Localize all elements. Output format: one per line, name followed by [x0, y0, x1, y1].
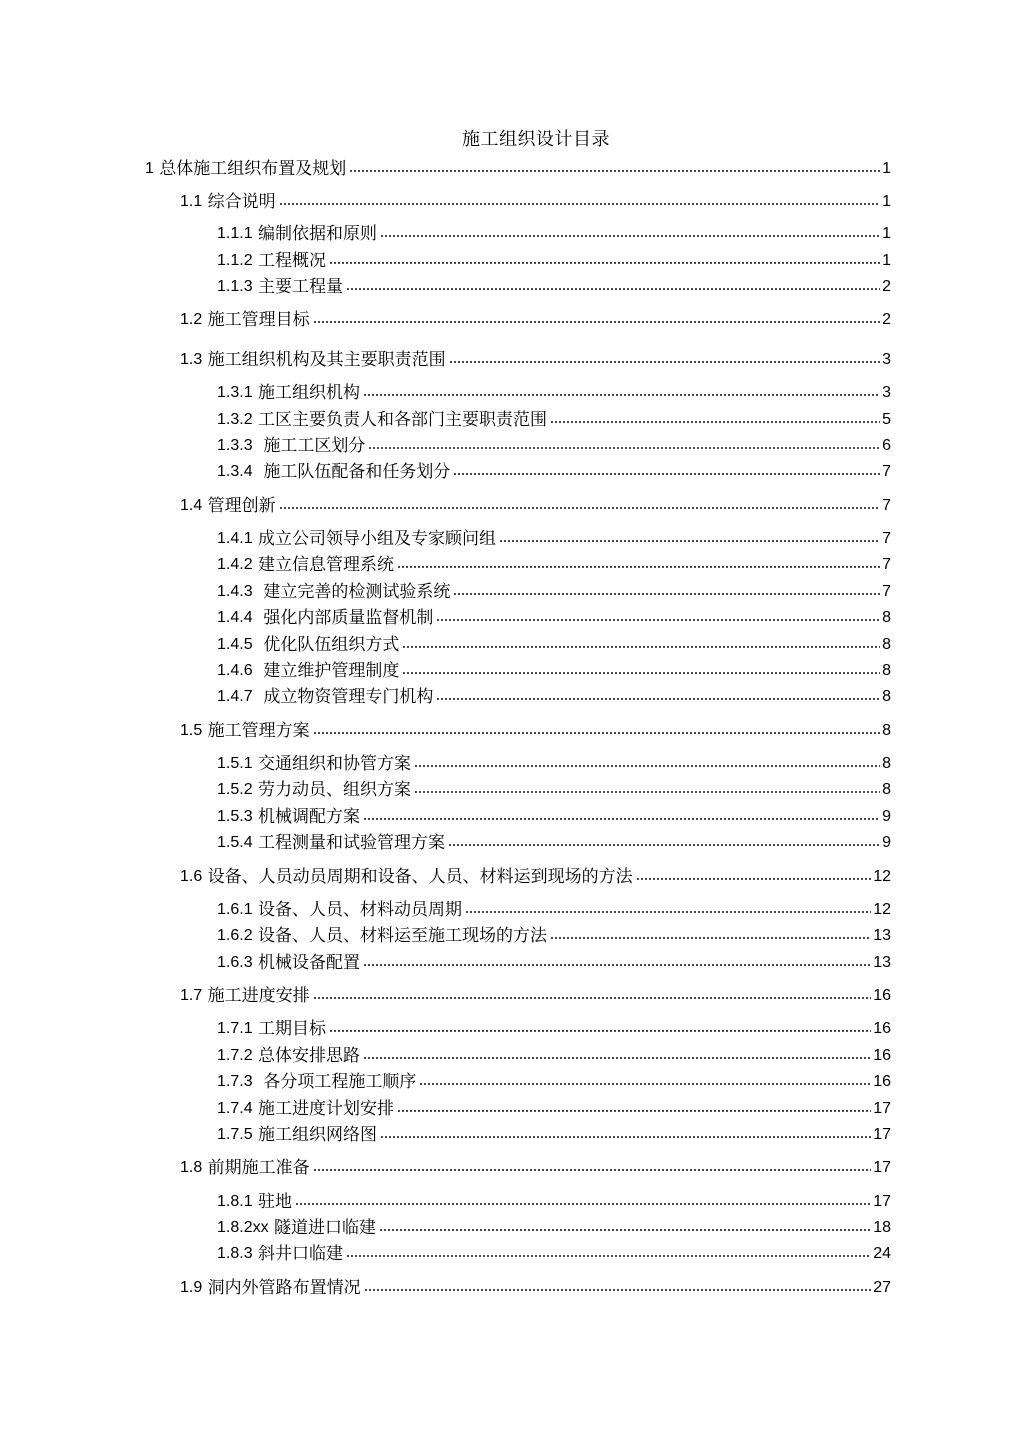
- toc-entry-page-number: 24: [873, 1245, 891, 1262]
- toc-entry[interactable]: [217, 1042, 891, 1068]
- toc-entry-number: 1.2: [180, 311, 203, 328]
- toc-entry-page-number: 13: [873, 954, 891, 971]
- toc-entry-label: 成立公司领导小组及专家顾问组: [258, 529, 496, 549]
- toc-entry-page-number: 18: [873, 1219, 891, 1236]
- toc-dot-leader: [313, 319, 880, 325]
- toc-dot-leader: [329, 1028, 871, 1034]
- toc-entry-number: 1.7.2: [217, 1047, 253, 1064]
- toc-entry-separator: [253, 580, 264, 604]
- toc-entry-label: 施工管理目标: [207, 310, 310, 330]
- toc-dot-leader: [448, 842, 880, 848]
- toc-dot-leader: [414, 763, 880, 769]
- toc-dot-leader: [313, 730, 880, 736]
- toc-entry-page-number: 1: [882, 252, 891, 269]
- toc-dot-leader: [313, 995, 872, 1001]
- toc-entry[interactable]: [217, 1240, 891, 1266]
- toc-entry-label: 工程测量和试验管理方案: [258, 833, 445, 853]
- toc-dot-leader: [363, 392, 880, 398]
- toc-entry-number: 1.5.3: [217, 808, 253, 825]
- toc-entry-number: 1.5: [180, 722, 203, 739]
- toc-entry[interactable]: [217, 432, 891, 458]
- toc-dot-leader: [436, 696, 880, 702]
- toc-entry-number: 1.4.1: [217, 530, 253, 547]
- toc-entry[interactable]: [180, 346, 891, 372]
- toc-entry[interactable]: [217, 657, 891, 683]
- toc-title: 施工组织设计目录: [462, 129, 610, 150]
- toc-entry-number: 1.5.1: [217, 755, 253, 772]
- toc-entry-label: 施工队伍配备和任务划分: [263, 462, 451, 482]
- toc-entry-page-number: 16: [873, 1073, 891, 1090]
- toc-entry-label: 施工进度安排: [207, 986, 310, 1006]
- toc-entry-page-number: 17: [873, 1193, 891, 1210]
- toc-entry-page-number: 16: [873, 1047, 891, 1064]
- toc-dot-leader: [436, 617, 880, 623]
- toc-entry[interactable]: [217, 896, 891, 922]
- toc-entry-separator: [253, 460, 264, 484]
- toc-entry-label: 洞内外管路布置情况: [207, 1278, 361, 1298]
- toc-dot-leader: [363, 816, 880, 822]
- toc-entry-label: 施工工区划分: [263, 436, 366, 456]
- toc-entry-separator: [253, 659, 264, 683]
- toc-dot-leader: [465, 909, 871, 915]
- toc-dot-leader: [419, 1081, 871, 1087]
- toc-entry-number: 1.8: [180, 1159, 203, 1176]
- toc-entry-separator: [253, 606, 264, 630]
- toc-entry[interactable]: [180, 1274, 891, 1300]
- toc-entry-label: 驻地: [258, 1192, 292, 1212]
- toc-entry[interactable]: [180, 1154, 891, 1180]
- toc-entry-label: 工区主要负责人和各部门主要职责范围: [258, 410, 547, 430]
- toc-entry-label: 成立物资管理专门机构: [263, 687, 434, 707]
- toc-entry-separator: [253, 633, 264, 657]
- toc-entry[interactable]: [217, 750, 891, 776]
- toc-entry-number: 1.7.4: [217, 1100, 253, 1117]
- toc-entry[interactable]: [217, 578, 891, 604]
- toc-entry-label: 前期施工准备: [207, 1158, 310, 1178]
- toc-entry[interactable]: [217, 1015, 891, 1041]
- toc-entry-page-number: 3: [882, 351, 891, 368]
- toc-dot-leader: [550, 935, 871, 941]
- toc-entry-number: 1: [145, 160, 154, 177]
- toc-entry-label: 编制依据和原则: [258, 224, 377, 244]
- toc-entry-label: 管理创新: [207, 496, 276, 516]
- toc-entry-number: 1.9: [180, 1279, 203, 1296]
- toc-dot-leader: [279, 201, 880, 207]
- toc-entry-page-number: 1: [882, 193, 891, 210]
- toc-entry-number: 1.4.3: [217, 583, 253, 600]
- toc-entry[interactable]: [217, 604, 891, 630]
- toc-entry[interactable]: [217, 1095, 891, 1121]
- toc-entry-number: 1.5.2: [217, 781, 253, 798]
- toc-dot-leader: [349, 168, 880, 174]
- toc-entry-number: 1.1: [180, 193, 203, 210]
- toc-entry-number: 1.3.1: [217, 384, 253, 401]
- toc-entry[interactable]: [217, 551, 891, 577]
- toc-dot-leader: [363, 962, 871, 968]
- toc-entry-separator: [253, 434, 264, 458]
- toc-entry-number: 1.8.1: [217, 1193, 253, 1210]
- toc-entry-separator: [253, 1070, 264, 1094]
- toc-entry-page-number: 16: [873, 1020, 891, 1037]
- toc-entry-number: 1.8.2xx: [217, 1219, 269, 1236]
- toc-entry-number: 1.3.4: [217, 463, 253, 480]
- toc-entry[interactable]: [217, 1188, 891, 1214]
- toc-dot-leader: [453, 471, 880, 477]
- toc-entry-page-number: 9: [882, 808, 891, 825]
- toc-dot-leader: [313, 1167, 872, 1173]
- toc-entry[interactable]: [180, 306, 891, 332]
- toc-entry-label: 主要工程量: [258, 277, 343, 297]
- toc-entry[interactable]: [180, 982, 891, 1008]
- toc-entry-label: 设备、人员动员周期和设备、人员、材料运到现场的方法: [207, 867, 633, 887]
- toc-entry-label: 总体安排思路: [258, 1046, 360, 1066]
- toc-entry-page-number: 7: [882, 583, 891, 600]
- toc-entry[interactable]: [217, 1214, 891, 1240]
- toc-entry-page-number: 1: [882, 160, 891, 177]
- toc-entry-label: 强化内部质量监督机制: [263, 608, 434, 628]
- toc-dot-leader: [346, 286, 880, 292]
- toc-entry-page-number: 8: [882, 688, 891, 705]
- toc-entry-label: 劳力动员、组织方案: [258, 780, 411, 800]
- toc-entry-number: 1.3: [180, 351, 203, 368]
- toc-entry-number: 1.3.3: [217, 437, 253, 454]
- toc-entry-page-number: 8: [882, 755, 891, 772]
- toc-entry-label: 设备、人员、材料运至施工现场的方法: [258, 926, 547, 946]
- toc-entry-label: 优化队伍组织方式: [263, 635, 400, 655]
- toc-entry[interactable]: [217, 631, 891, 657]
- toc-entry[interactable]: [217, 829, 891, 855]
- toc-entry-label: 设备、人员、材料动员周期: [258, 900, 462, 920]
- toc-entry[interactable]: [180, 717, 891, 743]
- toc-entry-number: 1.1.3: [217, 278, 253, 295]
- toc-entry-number: 1.6.1: [217, 901, 253, 918]
- toc-entry-page-number: 2: [882, 311, 891, 328]
- toc-entry-number: 1.6.2: [217, 927, 253, 944]
- toc-entry[interactable]: [217, 247, 891, 273]
- toc-dot-leader: [636, 876, 872, 882]
- toc-entry-page-number: 8: [882, 609, 891, 626]
- toc-entry-page-number: 13: [873, 927, 891, 944]
- toc-entry-label: 工期目标: [258, 1019, 326, 1039]
- toc-entry[interactable]: [145, 155, 891, 181]
- toc-entry[interactable]: [180, 188, 891, 214]
- toc-dot-leader: [402, 644, 880, 650]
- toc-entry-number: 1.7.3: [217, 1073, 253, 1090]
- toc-entry-page-number: 1: [882, 225, 891, 242]
- toc-entry-label: 建立维护管理制度: [263, 661, 400, 681]
- toc-entry-page-number: 12: [873, 901, 891, 918]
- toc-dot-leader: [397, 564, 880, 570]
- toc-entry-label: 建立完善的检测试验系统: [263, 582, 451, 602]
- toc-entry-page-number: 7: [882, 530, 891, 547]
- toc-entry-number: 1.1.2: [217, 252, 253, 269]
- toc-entry-number: 1.4.2: [217, 556, 253, 573]
- toc-entry-label: 工程概况: [258, 251, 326, 271]
- toc-entry-label: 施工组织机构及其主要职责范围: [207, 350, 446, 370]
- toc-entry-label: 斜井口临建: [258, 1244, 343, 1264]
- toc-entry-page-number: 17: [873, 1159, 891, 1176]
- toc-entry-number: 1.5.4: [217, 834, 253, 851]
- toc-dot-leader: [414, 789, 880, 795]
- toc-entry-page-number: 27: [873, 1279, 891, 1296]
- toc-dot-leader: [550, 419, 880, 425]
- toc-entry-label: 各分项工程施工顺序: [263, 1072, 417, 1092]
- toc-entry-number: 1.8.3: [217, 1245, 253, 1262]
- toc-entry-label: 施工组织网络图: [258, 1125, 377, 1145]
- toc-dot-leader: [380, 233, 880, 239]
- toc-dot-leader: [402, 670, 880, 676]
- toc-entry-page-number: 8: [882, 781, 891, 798]
- toc-entry-number: 1.4.4: [217, 609, 253, 626]
- toc-entry-label: 施工进度计划安排: [258, 1099, 394, 1119]
- toc-dot-leader: [499, 538, 880, 544]
- toc-entry[interactable]: [180, 492, 891, 518]
- toc-entry-page-number: 5: [882, 411, 891, 428]
- toc-dot-leader: [329, 260, 880, 266]
- toc-entry-page-number: 17: [873, 1100, 891, 1117]
- toc-entry-page-number: 8: [882, 636, 891, 653]
- toc-entry-label: 机械设备配置: [258, 953, 360, 973]
- toc-entry-label: 综合说明: [207, 192, 276, 212]
- toc-entry-label: 隧道进口临建: [274, 1218, 376, 1238]
- toc-entry-page-number: 8: [882, 722, 891, 739]
- toc-dot-leader: [364, 1287, 872, 1293]
- toc-dot-leader: [380, 1134, 871, 1140]
- toc-entry-page-number: 6: [882, 437, 891, 454]
- toc-entry-label: 交通组织和协管方案: [258, 754, 411, 774]
- toc-entry-number: 1.7.1: [217, 1020, 253, 1037]
- toc-dot-leader: [368, 445, 880, 451]
- toc-entry-page-number: 16: [873, 987, 891, 1004]
- toc-entry-label: 机械调配方案: [258, 807, 360, 827]
- toc-entry-label: 总体施工组织布置及规划: [159, 159, 347, 179]
- toc-entry-separator: [253, 685, 264, 709]
- toc-entry-page-number: 3: [882, 384, 891, 401]
- toc-entry-number: 1.7.5: [217, 1126, 253, 1143]
- toc-entry-number: 1.4.6: [217, 662, 253, 679]
- toc-entry[interactable]: [217, 525, 891, 551]
- toc-entry[interactable]: [217, 922, 891, 948]
- toc-entry[interactable]: [217, 458, 891, 484]
- toc-entry-page-number: 7: [882, 497, 891, 514]
- toc-entry-number: 1.4: [180, 497, 203, 514]
- toc-dot-leader: [346, 1253, 871, 1259]
- toc-dot-leader: [453, 591, 880, 597]
- toc-entry[interactable]: [217, 803, 891, 829]
- toc-dot-leader: [397, 1108, 871, 1114]
- toc-entry-number: 1.6.3: [217, 954, 253, 971]
- toc-entry[interactable]: [180, 863, 891, 889]
- toc-dot-leader: [449, 359, 880, 365]
- toc-entry[interactable]: [217, 273, 891, 299]
- toc-entry-label: 施工组织机构: [258, 383, 360, 403]
- toc-dot-leader: [295, 1201, 871, 1207]
- toc-entry-page-number: 2: [882, 278, 891, 295]
- toc-entry-number: 1.4.7: [217, 688, 253, 705]
- toc-entry[interactable]: [217, 379, 891, 405]
- toc-entry-page-number: 9: [882, 834, 891, 851]
- toc-entry[interactable]: [217, 220, 891, 246]
- toc-entry-number: 1.3.2: [217, 411, 253, 428]
- toc-entry-page-number: 8: [882, 662, 891, 679]
- toc-entry-page-number: 12: [873, 868, 891, 885]
- toc-entry-number: 1.7: [180, 987, 203, 1004]
- toc-dot-leader: [379, 1227, 871, 1233]
- toc-entry[interactable]: [217, 1121, 891, 1147]
- toc-entry-number: 1.4.5: [217, 636, 253, 653]
- toc-entry-number: 1.1.1: [217, 225, 253, 242]
- toc-entry[interactable]: [217, 776, 891, 802]
- toc-entry-label: 建立信息管理系统: [258, 555, 394, 575]
- toc-dot-leader: [279, 505, 880, 511]
- toc-entry-page-number: 7: [882, 556, 891, 573]
- toc-entry-label: 施工管理方案: [207, 721, 310, 741]
- toc-entry-number: 1.6: [180, 868, 203, 885]
- toc-entry[interactable]: [217, 683, 891, 709]
- toc-entry[interactable]: [217, 949, 891, 975]
- toc-entry-page-number: 17: [873, 1126, 891, 1143]
- toc-entry-page-number: 7: [882, 463, 891, 480]
- toc-entry[interactable]: [217, 1068, 891, 1094]
- toc-entry[interactable]: [217, 406, 891, 432]
- toc-dot-leader: [363, 1055, 871, 1061]
